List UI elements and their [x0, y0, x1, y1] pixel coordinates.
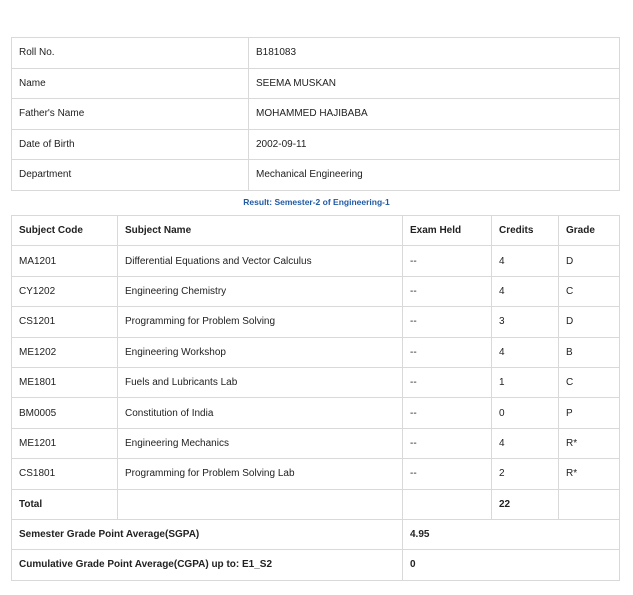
exam-held: --	[403, 337, 492, 367]
student-info-table	[11, 37, 620, 191]
table-row	[12, 337, 620, 367]
total-label: Total	[12, 489, 118, 519]
subject-code: BM0005	[12, 398, 118, 428]
info-row-fathers-name	[12, 99, 620, 130]
table-row	[12, 276, 620, 306]
cgpa-label: Cumulative Grade Point Average(CGPA) up to: E1_S2	[12, 550, 403, 580]
info-label: Department	[12, 160, 249, 191]
total-row	[12, 489, 620, 519]
table-row	[12, 398, 620, 428]
exam-held: --	[403, 307, 492, 337]
result-header-row	[12, 216, 620, 246]
cgpa-value: 0	[403, 550, 620, 580]
grade: D	[559, 307, 620, 337]
exam-held: --	[403, 428, 492, 458]
cgpa-row	[12, 550, 620, 580]
empty-cell	[118, 489, 403, 519]
column-header-subject-code: Subject Code	[12, 216, 118, 246]
result-heading: Result: Semester-2 of Engineering-1	[243, 197, 390, 207]
credits: 2	[492, 459, 559, 489]
subject-name: Constitution of India	[118, 398, 403, 428]
grade: C	[559, 276, 620, 306]
credits: 3	[492, 307, 559, 337]
info-value: 2002-09-11	[249, 129, 620, 160]
empty-cell	[559, 489, 620, 519]
subject-code: ME1801	[12, 367, 118, 397]
subject-name: Engineering Workshop	[118, 337, 403, 367]
subject-code: MA1201	[12, 246, 118, 276]
total-credits: 22	[492, 489, 559, 519]
result-table	[11, 215, 620, 581]
credits: 1	[492, 367, 559, 397]
column-header-exam-held: Exam Held	[403, 216, 492, 246]
credits: 0	[492, 398, 559, 428]
exam-held: --	[403, 367, 492, 397]
sgpa-label: Semester Grade Point Average(SGPA)	[12, 519, 403, 549]
credits: 4	[492, 337, 559, 367]
grade: R*	[559, 428, 620, 458]
grade: C	[559, 367, 620, 397]
subject-name: Engineering Mechanics	[118, 428, 403, 458]
sgpa-value: 4.95	[403, 519, 620, 549]
info-row-name	[12, 68, 620, 99]
subject-name: Differential Equations and Vector Calculus	[118, 246, 403, 276]
subject-code: CS1201	[12, 307, 118, 337]
info-row-department	[12, 160, 620, 191]
subject-name: Programming for Problem Solving	[118, 307, 403, 337]
credits: 4	[492, 276, 559, 306]
subject-code: CY1202	[12, 276, 118, 306]
subject-code: ME1201	[12, 428, 118, 458]
info-row-date-of-birth	[12, 129, 620, 160]
sgpa-row	[12, 519, 620, 549]
credits: 4	[492, 246, 559, 276]
exam-held: --	[403, 246, 492, 276]
info-value: SEEMA MUSKAN	[249, 68, 620, 99]
exam-held: --	[403, 459, 492, 489]
grade: R*	[559, 459, 620, 489]
grade: D	[559, 246, 620, 276]
info-value: Mechanical Engineering	[249, 160, 620, 191]
info-label: Roll No.	[12, 38, 249, 69]
grade: B	[559, 337, 620, 367]
exam-held: --	[403, 398, 492, 428]
column-header-credits: Credits	[492, 216, 559, 246]
subject-name: Engineering Chemistry	[118, 276, 403, 306]
table-row	[12, 459, 620, 489]
subject-code: ME1202	[12, 337, 118, 367]
table-row	[12, 307, 620, 337]
table-row	[12, 428, 620, 458]
info-label: Name	[12, 68, 249, 99]
subject-code: CS1801	[12, 459, 118, 489]
table-row	[12, 367, 620, 397]
column-header-grade: Grade	[559, 216, 620, 246]
table-row	[12, 246, 620, 276]
exam-held: --	[403, 276, 492, 306]
info-value: MOHAMMED HAJIBABA	[249, 99, 620, 130]
subject-name: Fuels and Lubricants Lab	[118, 367, 403, 397]
info-label: Father's Name	[12, 99, 249, 130]
info-value: B181083	[249, 38, 620, 69]
credits: 4	[492, 428, 559, 458]
empty-cell	[403, 489, 492, 519]
grade: P	[559, 398, 620, 428]
info-row-roll-no	[12, 38, 620, 69]
column-header-subject-name: Subject Name	[118, 216, 403, 246]
subject-name: Programming for Problem Solving Lab	[118, 459, 403, 489]
info-label: Date of Birth	[12, 129, 249, 160]
